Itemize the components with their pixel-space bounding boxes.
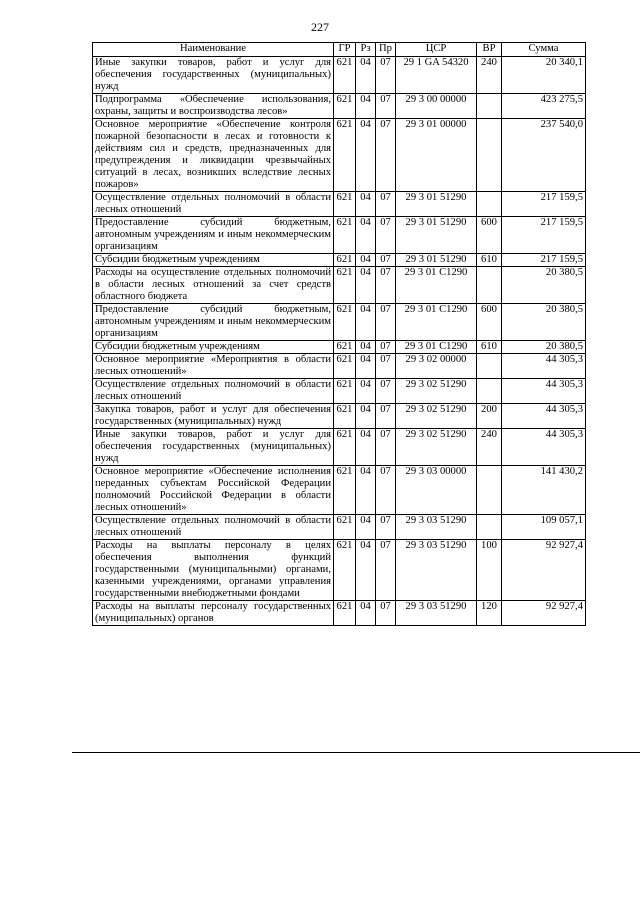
row-pr: 07 <box>376 466 396 515</box>
row-gr: 621 <box>334 57 356 94</box>
row-csr: 29 1 GA 54320 <box>396 57 477 94</box>
row-name: Осуществление отдельных полномочий в области лесных отношений <box>93 515 334 540</box>
row-csr: 29 3 01 C1290 <box>396 341 477 354</box>
row-name: Основное мероприятие «Обеспечение исполнения переданных субъектам Российской Федерации полномочий Российской Федерации в области лесных отношений» <box>93 466 334 515</box>
row-rz: 04 <box>356 540 376 601</box>
row-gr: 621 <box>334 217 356 254</box>
table-row <box>93 404 586 429</box>
row-rz: 04 <box>356 354 376 379</box>
row-rz: 04 <box>356 515 376 540</box>
row-gr: 621 <box>334 119 356 192</box>
table-row <box>93 119 586 192</box>
row-csr: 29 3 01 51290 <box>396 192 477 217</box>
row-csr: 29 3 01 00000 <box>396 119 477 192</box>
row-vr <box>477 192 502 217</box>
row-rz: 04 <box>356 466 376 515</box>
table-row <box>93 254 586 267</box>
row-rz: 04 <box>356 304 376 341</box>
table-row <box>93 267 586 304</box>
row-pr: 07 <box>376 57 396 94</box>
table-row <box>93 217 586 254</box>
row-pr: 07 <box>376 192 396 217</box>
table-row <box>93 515 586 540</box>
row-gr: 621 <box>334 515 356 540</box>
row-csr: 29 3 00 00000 <box>396 94 477 119</box>
row-csr: 29 3 01 51290 <box>396 217 477 254</box>
row-csr: 29 3 03 51290 <box>396 515 477 540</box>
table-row <box>93 540 586 601</box>
row-pr: 07 <box>376 267 396 304</box>
row-sum: 92 927,4 <box>502 540 586 601</box>
row-vr <box>477 466 502 515</box>
row-sum: 141 430,2 <box>502 466 586 515</box>
row-csr: 29 3 02 51290 <box>396 429 477 466</box>
table-row <box>93 379 586 404</box>
row-rz: 04 <box>356 94 376 119</box>
table-row <box>93 601 586 626</box>
row-csr: 29 3 01 C1290 <box>396 304 477 341</box>
row-vr <box>477 379 502 404</box>
table-row <box>93 466 586 515</box>
row-name: Предоставление субсидий бюджетным, автономным учреждениям и иным некоммерческим организациям <box>93 304 334 341</box>
row-gr: 621 <box>334 304 356 341</box>
row-rz: 04 <box>356 601 376 626</box>
row-vr <box>477 515 502 540</box>
row-sum: 44 305,3 <box>502 404 586 429</box>
row-name: Расходы на выплаты персоналу в целях обеспечения выполнения функций государственными (муниципальными) органами, казенными учреждениями, органами управления государственными внебюджетными фондами <box>93 540 334 601</box>
row-sum: 44 305,3 <box>502 429 586 466</box>
header-vr: ВР <box>477 43 502 57</box>
row-sum: 217 159,5 <box>502 217 586 254</box>
row-rz: 04 <box>356 217 376 254</box>
row-sum: 44 305,3 <box>502 379 586 404</box>
row-sum: 20 380,5 <box>502 341 586 354</box>
row-pr: 07 <box>376 404 396 429</box>
row-gr: 621 <box>334 341 356 354</box>
table-row <box>93 354 586 379</box>
row-name: Расходы на выплаты персоналу государственных (муниципальных) органов <box>93 601 334 626</box>
row-name: Субсидии бюджетным учреждениям <box>93 254 334 267</box>
row-gr: 621 <box>334 429 356 466</box>
row-vr <box>477 94 502 119</box>
row-vr: 120 <box>477 601 502 626</box>
header-csr: ЦСР <box>396 43 477 57</box>
header-rz: Рз <box>356 43 376 57</box>
row-gr: 621 <box>334 466 356 515</box>
row-csr: 29 3 03 51290 <box>396 540 477 601</box>
header-gr: ГР <box>334 43 356 57</box>
row-name: Основное мероприятие «Мероприятия в области лесных отношений» <box>93 354 334 379</box>
row-rz: 04 <box>356 254 376 267</box>
row-name: Предоставление субсидий бюджетным, автономным учреждениям и иным некоммерческим организациям <box>93 217 334 254</box>
row-vr: 240 <box>477 57 502 94</box>
row-sum: 217 159,5 <box>502 254 586 267</box>
row-csr: 29 3 01 51290 <box>396 254 477 267</box>
row-name: Иные закупки товаров, работ и услуг для обеспечения государственных (муниципальных) нужд <box>93 429 334 466</box>
page-number: 227 <box>311 20 329 34</box>
row-sum: 217 159,5 <box>502 192 586 217</box>
row-sum: 92 927,4 <box>502 601 586 626</box>
row-gr: 621 <box>334 540 356 601</box>
row-csr: 29 3 03 00000 <box>396 466 477 515</box>
row-sum: 44 305,3 <box>502 354 586 379</box>
row-sum: 20 340,1 <box>502 57 586 94</box>
row-gr: 621 <box>334 94 356 119</box>
row-csr: 29 3 02 00000 <box>396 354 477 379</box>
row-csr: 29 3 02 51290 <box>396 379 477 404</box>
table-header-row <box>93 43 586 57</box>
row-name: Осуществление отдельных полномочий в области лесных отношений <box>93 192 334 217</box>
row-vr: 240 <box>477 429 502 466</box>
table-row <box>93 429 586 466</box>
row-sum: 423 275,5 <box>502 94 586 119</box>
page-bottom-divider <box>72 752 640 753</box>
row-vr: 600 <box>477 304 502 341</box>
row-rz: 04 <box>356 429 376 466</box>
row-pr: 07 <box>376 601 396 626</box>
row-pr: 07 <box>376 429 396 466</box>
row-sum: 20 380,5 <box>502 304 586 341</box>
row-name: Подпрограмма «Обеспечение использования, охраны, защиты и воспроизводства лесов» <box>93 94 334 119</box>
row-rz: 04 <box>356 57 376 94</box>
row-vr: 200 <box>477 404 502 429</box>
row-pr: 07 <box>376 119 396 192</box>
row-rz: 04 <box>356 267 376 304</box>
row-name: Осуществление отдельных полномочий в области лесных отношений <box>93 379 334 404</box>
row-vr: 610 <box>477 254 502 267</box>
row-pr: 07 <box>376 217 396 254</box>
row-name: Основное мероприятие «Обеспечение контроля пожарной безопасности в лесах и готовности к действиям сил и средств, предназначенных для предупреждения и ликвидации чрезвычайных ситуаций в лесах, возникших вследствие лесных пожаров» <box>93 119 334 192</box>
row-gr: 621 <box>334 267 356 304</box>
row-vr: 610 <box>477 341 502 354</box>
row-name: Расходы на осуществление отдельных полномочий в области лесных отношений за счет средств областного бюджета <box>93 267 334 304</box>
row-csr: 29 3 02 51290 <box>396 404 477 429</box>
row-vr <box>477 267 502 304</box>
row-name: Закупка товаров, работ и услуг для обеспечения государственных (муниципальных) нужд <box>93 404 334 429</box>
header-sum: Сумма <box>502 43 586 57</box>
row-vr: 100 <box>477 540 502 601</box>
table-row <box>93 304 586 341</box>
header-name: Наименование <box>93 43 334 57</box>
row-vr <box>477 119 502 192</box>
table-row <box>93 341 586 354</box>
row-gr: 621 <box>334 254 356 267</box>
row-gr: 621 <box>334 601 356 626</box>
row-csr: 29 3 01 C1290 <box>396 267 477 304</box>
table-row <box>93 94 586 119</box>
row-sum: 237 540,0 <box>502 119 586 192</box>
row-rz: 04 <box>356 379 376 404</box>
row-rz: 04 <box>356 341 376 354</box>
row-vr: 600 <box>477 217 502 254</box>
table-row <box>93 192 586 217</box>
header-pr: Пр <box>376 43 396 57</box>
row-gr: 621 <box>334 354 356 379</box>
row-csr: 29 3 03 51290 <box>396 601 477 626</box>
row-name: Иные закупки товаров, работ и услуг для обеспечения государственных (муниципальных) нужд <box>93 57 334 94</box>
row-rz: 04 <box>356 192 376 217</box>
row-vr <box>477 354 502 379</box>
row-sum: 20 380,5 <box>502 267 586 304</box>
row-rz: 04 <box>356 119 376 192</box>
row-pr: 07 <box>376 354 396 379</box>
row-gr: 621 <box>334 404 356 429</box>
row-rz: 04 <box>356 404 376 429</box>
row-pr: 07 <box>376 94 396 119</box>
row-gr: 621 <box>334 379 356 404</box>
row-pr: 07 <box>376 254 396 267</box>
budget-table <box>92 42 586 626</box>
row-pr: 07 <box>376 304 396 341</box>
row-pr: 07 <box>376 540 396 601</box>
row-gr: 621 <box>334 192 356 217</box>
row-pr: 07 <box>376 515 396 540</box>
row-name: Субсидии бюджетным учреждениям <box>93 341 334 354</box>
row-pr: 07 <box>376 341 396 354</box>
row-pr: 07 <box>376 379 396 404</box>
row-sum: 109 057,1 <box>502 515 586 540</box>
table-row <box>93 57 586 94</box>
